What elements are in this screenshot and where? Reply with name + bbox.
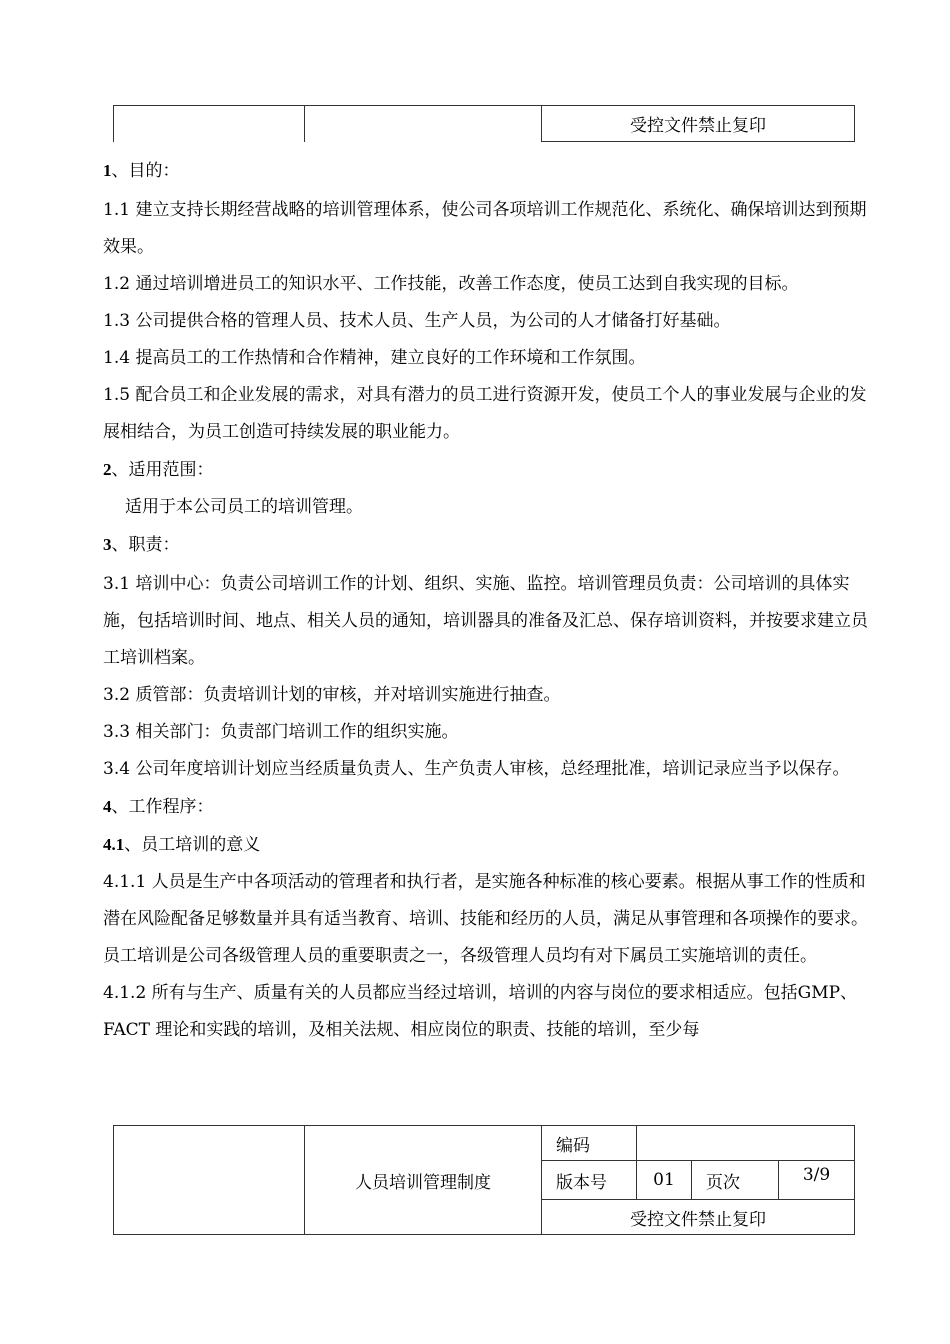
section-3-heading: 3、职责： — [103, 535, 180, 555]
section-1-heading: 1、目的： — [103, 161, 180, 181]
paragraph-3-1: 3.1 培训中心：负责公司培训工作的计划、组织、实施、监控。培训管理员负责：公司培训的具体实施，包括培训时间、地点、相关人员的通知，培训器具的准备及汇总、保存培训资料，并按要求建立员工培训档案。 — [103, 574, 868, 668]
footer-page-value: 3/9 — [779, 1161, 855, 1200]
paragraph-4-1-1: 4.1.1 人员是生产中各项活动的管理者和执行者，是实施各种标准的核心要素。根据从事工作的性质和潜在风险配备足够数量并具有适当教育、培训、技能和经历的人员，满足从事管理和各项操作的要求。员工培训是公司各级管理人员的重要职责之一，各级管理人员均有对下属员工实施培训的责任。 — [103, 872, 868, 966]
section-4-heading: 4、工作程序： — [103, 797, 214, 817]
section-4-1-heading: 4.1、员工培训的意义 — [103, 835, 261, 855]
footer-logo-cell — [114, 1126, 305, 1235]
paragraph-1-5: 1.5 配合员工和企业发展的需求，对具有潜力的员工进行资源开发，使员工个人的事业发展与企业的发展相结合，为员工创造可持续发展的职业能力。 — [103, 385, 867, 442]
paragraph-2: 适用于本公司员工的培训管理。 — [125, 497, 363, 517]
paragraph-1-3: 1.3 公司提供合格的管理人员、技术人员、生产人员，为公司的人才储备打好基础。 — [103, 311, 731, 331]
header-logo-cell — [114, 106, 305, 142]
footer-table — [113, 1125, 855, 1235]
paragraph-3-2: 3.2 质管部：负责培训计划的审核，并对培训实施进行抽查。 — [103, 685, 561, 705]
footer-code-value — [637, 1126, 855, 1161]
footer-code-label: 编码 — [542, 1126, 637, 1161]
footer-doc-title: 人员培训管理制度 — [305, 1126, 542, 1235]
paragraph-1-4: 1.4 提高员工的工作热情和合作精神，建立良好的工作环境和工作氛围。 — [103, 348, 646, 368]
header-table — [113, 105, 855, 142]
header-title-cell — [305, 106, 542, 142]
footer-page-label: 页次 — [692, 1161, 779, 1200]
section-2-heading: 2、适用范围： — [103, 460, 214, 480]
paragraph-1-2: 1.2 通过培训增进员工的知识水平、工作技能，改善工作态度，使员工达到自我实现的目标。 — [103, 274, 799, 294]
paragraph-4-1-2: 4.1.2 所有与生产、质量有关的人员都应当经过培训，培训的内容与岗位的要求相适应。包括GMP、FACT 理论和实践的培训，及相关法规、相应岗位的职责、技能的培训，至少每 — [103, 983, 858, 1040]
paragraph-1-1: 1.1 建立支持长期经营战略的培训管理体系，使公司各项培训工作规范化、系统化、确保培训达到预期效果。 — [103, 200, 867, 257]
document-body — [103, 152, 878, 1049]
footer-version-value: 01 — [637, 1161, 692, 1200]
paragraph-3-3: 3.3 相关部门：负责部门培训工作的组织实施。 — [103, 722, 459, 742]
header-stamp: 受控文件禁止复印 — [542, 106, 855, 142]
footer-stamp: 受控文件禁止复印 — [542, 1200, 855, 1235]
paragraph-3-4: 3.4 公司年度培训计划应当经质量负责人、生产负责人审核，总经理批准，培训记录应当予以保存。 — [103, 759, 850, 779]
footer-version-label: 版本号 — [542, 1161, 637, 1200]
